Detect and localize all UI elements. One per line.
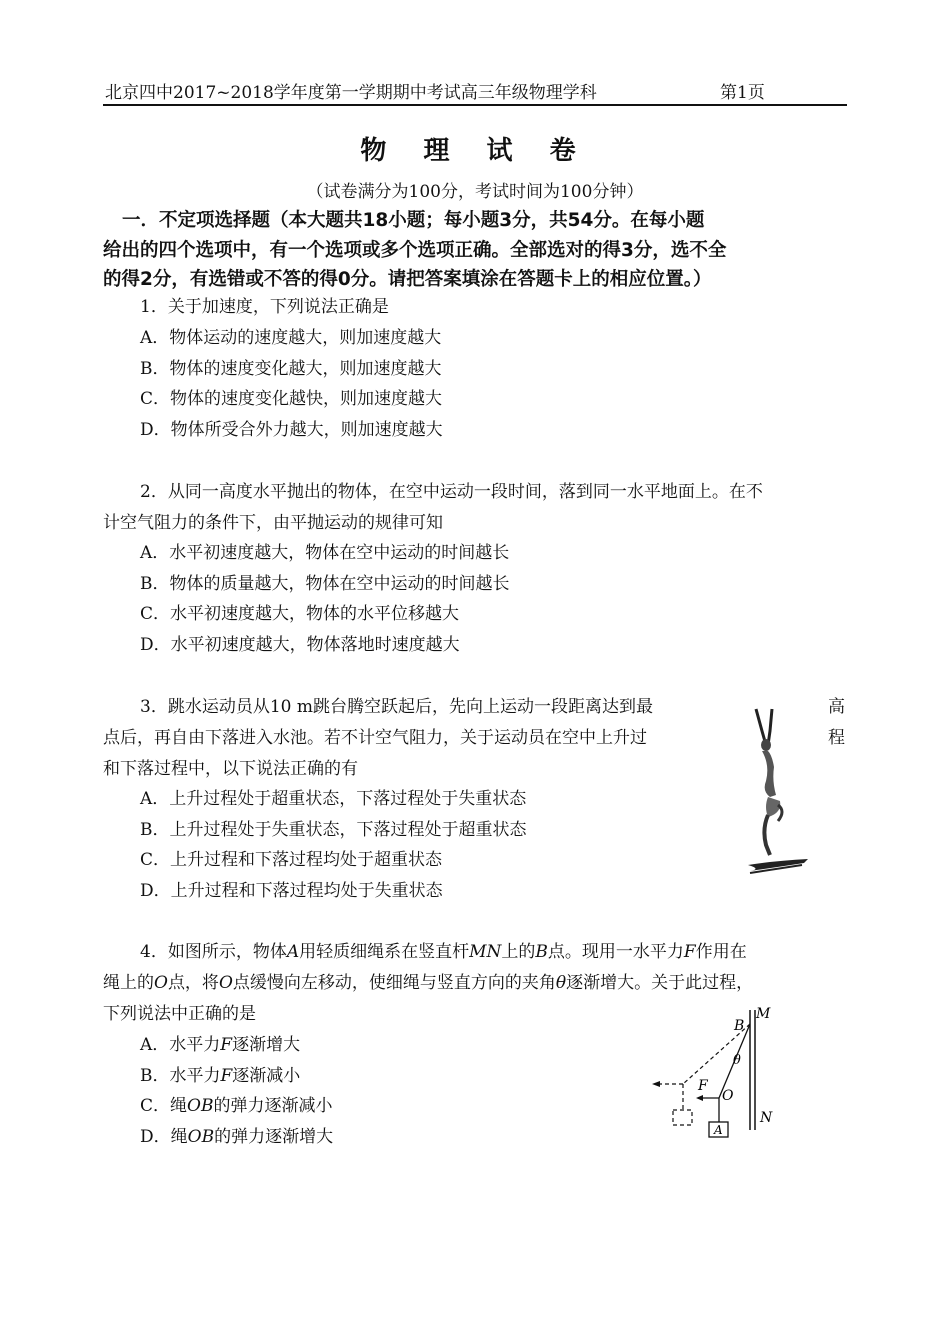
q1-option-a: A．物体运动的速度越大，则加速度越大 [140, 328, 442, 348]
label-o: O [722, 1088, 734, 1104]
label-theta: θ [733, 1053, 741, 1068]
diver-figure [742, 705, 810, 881]
q4-option-b: B．水平力F逐渐减小 [140, 1066, 301, 1086]
q1-option-b: B．物体的速度变化越大，则加速度越大 [140, 359, 442, 379]
q4-stem-line3: 下列说法中正确的是 [103, 1004, 256, 1024]
q2-option-c: C．水平初速度越大，物体的水平位移越大 [140, 604, 460, 624]
q3-stem-line1: 3．跳水运动员从10 m跳台腾空跃起后，先向上运动一段距离达到最 [140, 697, 653, 717]
page-header [103, 78, 847, 106]
q2-option-b: B．物体的质量越大，物体在空中运动的时间越长 [140, 574, 510, 594]
q1-option-d: D．物体所受合外力越大，则加速度越大 [140, 420, 443, 440]
q3-stem-line1-end: 高 [828, 697, 845, 717]
paper-title: 物 理 试 卷 [360, 136, 590, 166]
q4-option-c: C．绳OB的弹力逐渐减小 [140, 1096, 333, 1116]
q3-stem-line3: 和下落过程中，以下说法正确的有 [103, 759, 358, 779]
label-a: A [714, 1123, 723, 1137]
label-b: B [734, 1018, 745, 1034]
page-number: 第1页 [720, 83, 765, 103]
q4-stem-line2: 绳上的O点，将O点缓慢向左移动，使细绳与竖直方向的夹角θ逐渐增大。关于此过程， [103, 973, 754, 993]
q2-stem-line1: 2．从同一高度水平抛出的物体，在空中运动一段时间，落到同一水平地面上。在不 [140, 482, 763, 502]
q3-stem-line2: 点后，再自由下落进入水池。若不计空气阻力，关于运动员在空中上升过 [103, 728, 647, 748]
label-f: F [698, 1078, 708, 1094]
paper-subtitle: （试卷满分为100分，考试时间为100分钟） [306, 182, 644, 202]
section-heading-line1: 一．不定项选择题（本大题共18小题；每小题3分，共54分。在每小题 [122, 210, 705, 231]
rope-rod-diagram [640, 1000, 790, 1145]
force-f-arrowhead [696, 1095, 703, 1101]
q2-option-d: D．水平初速度越大，物体落地时速度越大 [140, 635, 460, 655]
q1-option-c: C．物体的速度变化越快，则加速度越大 [140, 389, 443, 409]
q3-stem-line2-end: 程 [828, 728, 845, 748]
q4-option-d: D．绳OB的弹力逐渐增大 [140, 1127, 334, 1147]
q3-option-d: D．上升过程和下落过程均处于失重状态 [140, 881, 443, 901]
dashed-force-arrowhead [652, 1081, 660, 1087]
label-m: M [756, 1006, 771, 1022]
q4-option-a: A．水平力F逐渐增大 [140, 1035, 301, 1055]
header-title: 北京四中2017~2018学年度第一学期期中考试高三年级物理学科 [105, 83, 597, 103]
q3-option-b: B．上升过程处于失重状态，下落过程处于超重状态 [140, 820, 527, 840]
section-heading-line2: 给出的四个选项中，有一个选项或多个选项正确。全部选对的得3分，选不全 [103, 240, 727, 261]
q3-option-a: A．上升过程处于超重状态，下落过程处于失重状态 [140, 789, 527, 809]
q2-stem-line2: 计空气阻力的条件下，由平抛运动的规律可知 [103, 513, 443, 533]
section-heading-line3: 的得2分，有选错或不答的得0分。请把答案填涂在答题卡上的相应位置。） [103, 269, 712, 290]
label-n: N [760, 1110, 773, 1126]
q3-option-c: C．上升过程和下落过程均处于超重状态 [140, 850, 443, 870]
q2-option-a: A．水平初速度越大，物体在空中运动的时间越长 [140, 543, 510, 563]
dashed-box [673, 1110, 692, 1125]
q1-stem: 1．关于加速度，下列说法正确是 [140, 297, 389, 317]
q4-stem-line1: 4．如图所示，物体A用轻质细绳系在竖直杆MN上的B点。现用一水平力F作用在 [140, 942, 747, 962]
